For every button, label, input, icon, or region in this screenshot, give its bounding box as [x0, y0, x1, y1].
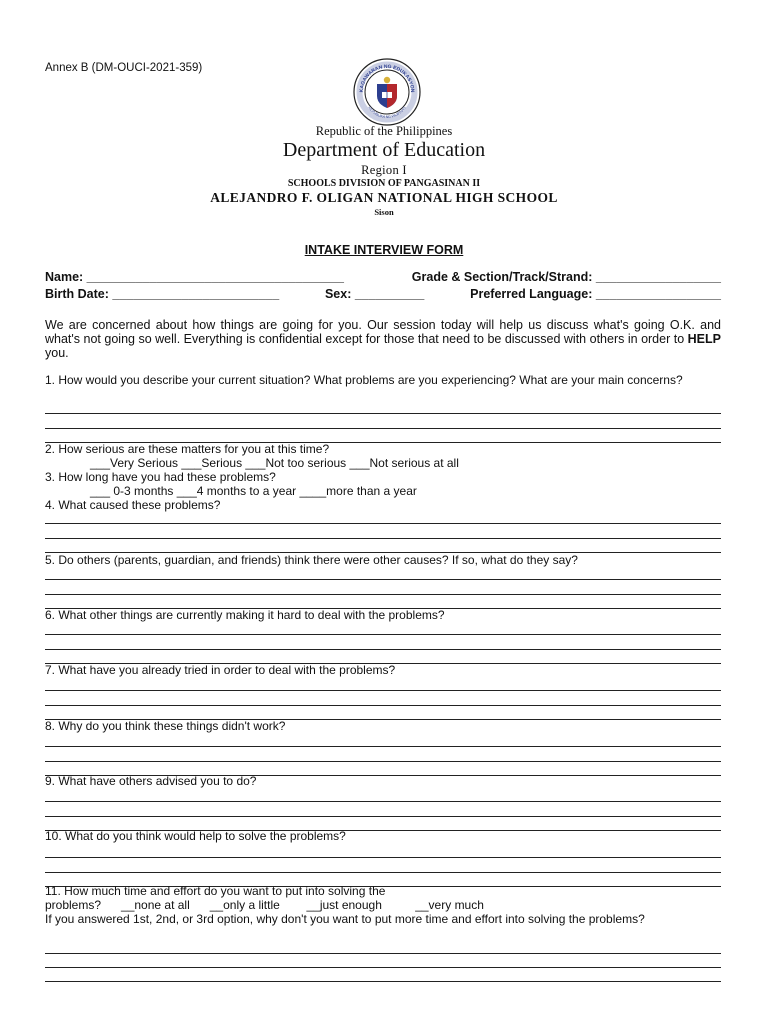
answer-line[interactable] [45, 857, 721, 858]
annex-label: Annex B (DM-OUCI-2021-359) [45, 62, 203, 74]
answer-line[interactable] [45, 953, 721, 954]
name-field[interactable]: Name: _____________________________________ [45, 270, 344, 284]
answer-line[interactable] [45, 579, 721, 580]
sex-field[interactable]: Sex: __________ [324, 287, 425, 301]
question-11-followup: If you answered 1st, 2nd, or 3rd option, why don't you want to put more time and effort into solving the problems? [45, 912, 645, 926]
question-8: 8. Why do you think these things didn't work? [45, 719, 286, 733]
birth-date-field[interactable]: Birth Date: ________________________ [45, 287, 280, 301]
school-name: ALEJANDRO F. OLIGAN NATIONAL HIGH SCHOOL [210, 190, 558, 205]
republic-line: Republic of the Philippines [315, 124, 453, 138]
preferred-language-field[interactable]: Preferred Language: __________________ [470, 287, 721, 301]
answer-line[interactable] [45, 967, 721, 968]
answer-line[interactable] [45, 413, 721, 414]
intro-tail: you. [45, 346, 69, 360]
intro-help-bold: HELP [687, 332, 721, 346]
answer-line[interactable] [45, 981, 721, 982]
question-9: 9. What have others advised you to do? [45, 774, 257, 788]
seal-top-text: KAGAWARAN NG EDUKASYON [358, 63, 416, 93]
answer-line[interactable] [45, 428, 721, 429]
answer-line[interactable] [45, 538, 721, 539]
answer-line[interactable] [45, 705, 721, 706]
question-3-options[interactable]: ___ 0-3 months ___4 months to a year ____more than a year [90, 484, 417, 498]
answer-line[interactable] [45, 872, 721, 873]
question-10: 10. What do you think would help to solve the problems? [45, 829, 346, 843]
answer-line[interactable] [45, 649, 721, 650]
deped-seal-logo [353, 58, 421, 126]
answer-line[interactable] [45, 761, 721, 762]
question-11-options[interactable]: problems? __none at all __only a little __just enough __very much [45, 898, 484, 912]
intro-paragraph [45, 318, 721, 360]
question-6: 6. What other things are currently making it hard to deal with the problems? [45, 608, 445, 622]
answer-line[interactable] [45, 801, 721, 802]
question-2: 2. How serious are these matters for you at this time? [45, 442, 330, 456]
grade-section-field[interactable]: Grade & Section/Track/Strand: __________________ [411, 270, 721, 284]
question-7: 7. What have you already tried in order to deal with the problems? [45, 663, 396, 677]
question-2-options[interactable]: ___Very Serious ___Serious ___Not too serious ___Not serious at all [90, 456, 459, 470]
answer-line[interactable] [45, 634, 721, 635]
department-title: Department of Education [282, 139, 486, 161]
intro-text: We are concerned about how things are going for you. Our session today will help us discuss what's going O.K. and what's not going so well. Everything is confidential except for those that need to be discussed with others in order to [45, 318, 721, 346]
question-4: 4. What caused these problems? [45, 498, 221, 512]
region-line: Region I [361, 163, 407, 177]
answer-line[interactable] [45, 816, 721, 817]
answer-line[interactable] [45, 746, 721, 747]
question-1: 1. How would you describe your current situation? What problems are you experiencing? What are your main concerns? [45, 373, 683, 387]
answer-line[interactable] [45, 523, 721, 524]
name-grade-row [45, 270, 721, 284]
town-name: Sison [374, 207, 394, 217]
seal-bottom-text: REPUBLIKA NG PILIPINAS [367, 105, 407, 120]
birth-sex-language-row [45, 287, 721, 301]
answer-line[interactable] [45, 594, 721, 595]
form-title: INTAKE INTERVIEW FORM [304, 243, 464, 257]
question-3: 3. How long have you had these problems? [45, 470, 276, 484]
answer-line[interactable] [45, 690, 721, 691]
question-11: 11. How much time and effort do you want to put into solving the [45, 884, 386, 898]
division-line: SCHOOLS DIVISION OF PANGASINAN II [287, 178, 481, 189]
question-5: 5. Do others (parents, guardian, and friends) think there were other causes? If so, what do they say? [45, 553, 578, 567]
